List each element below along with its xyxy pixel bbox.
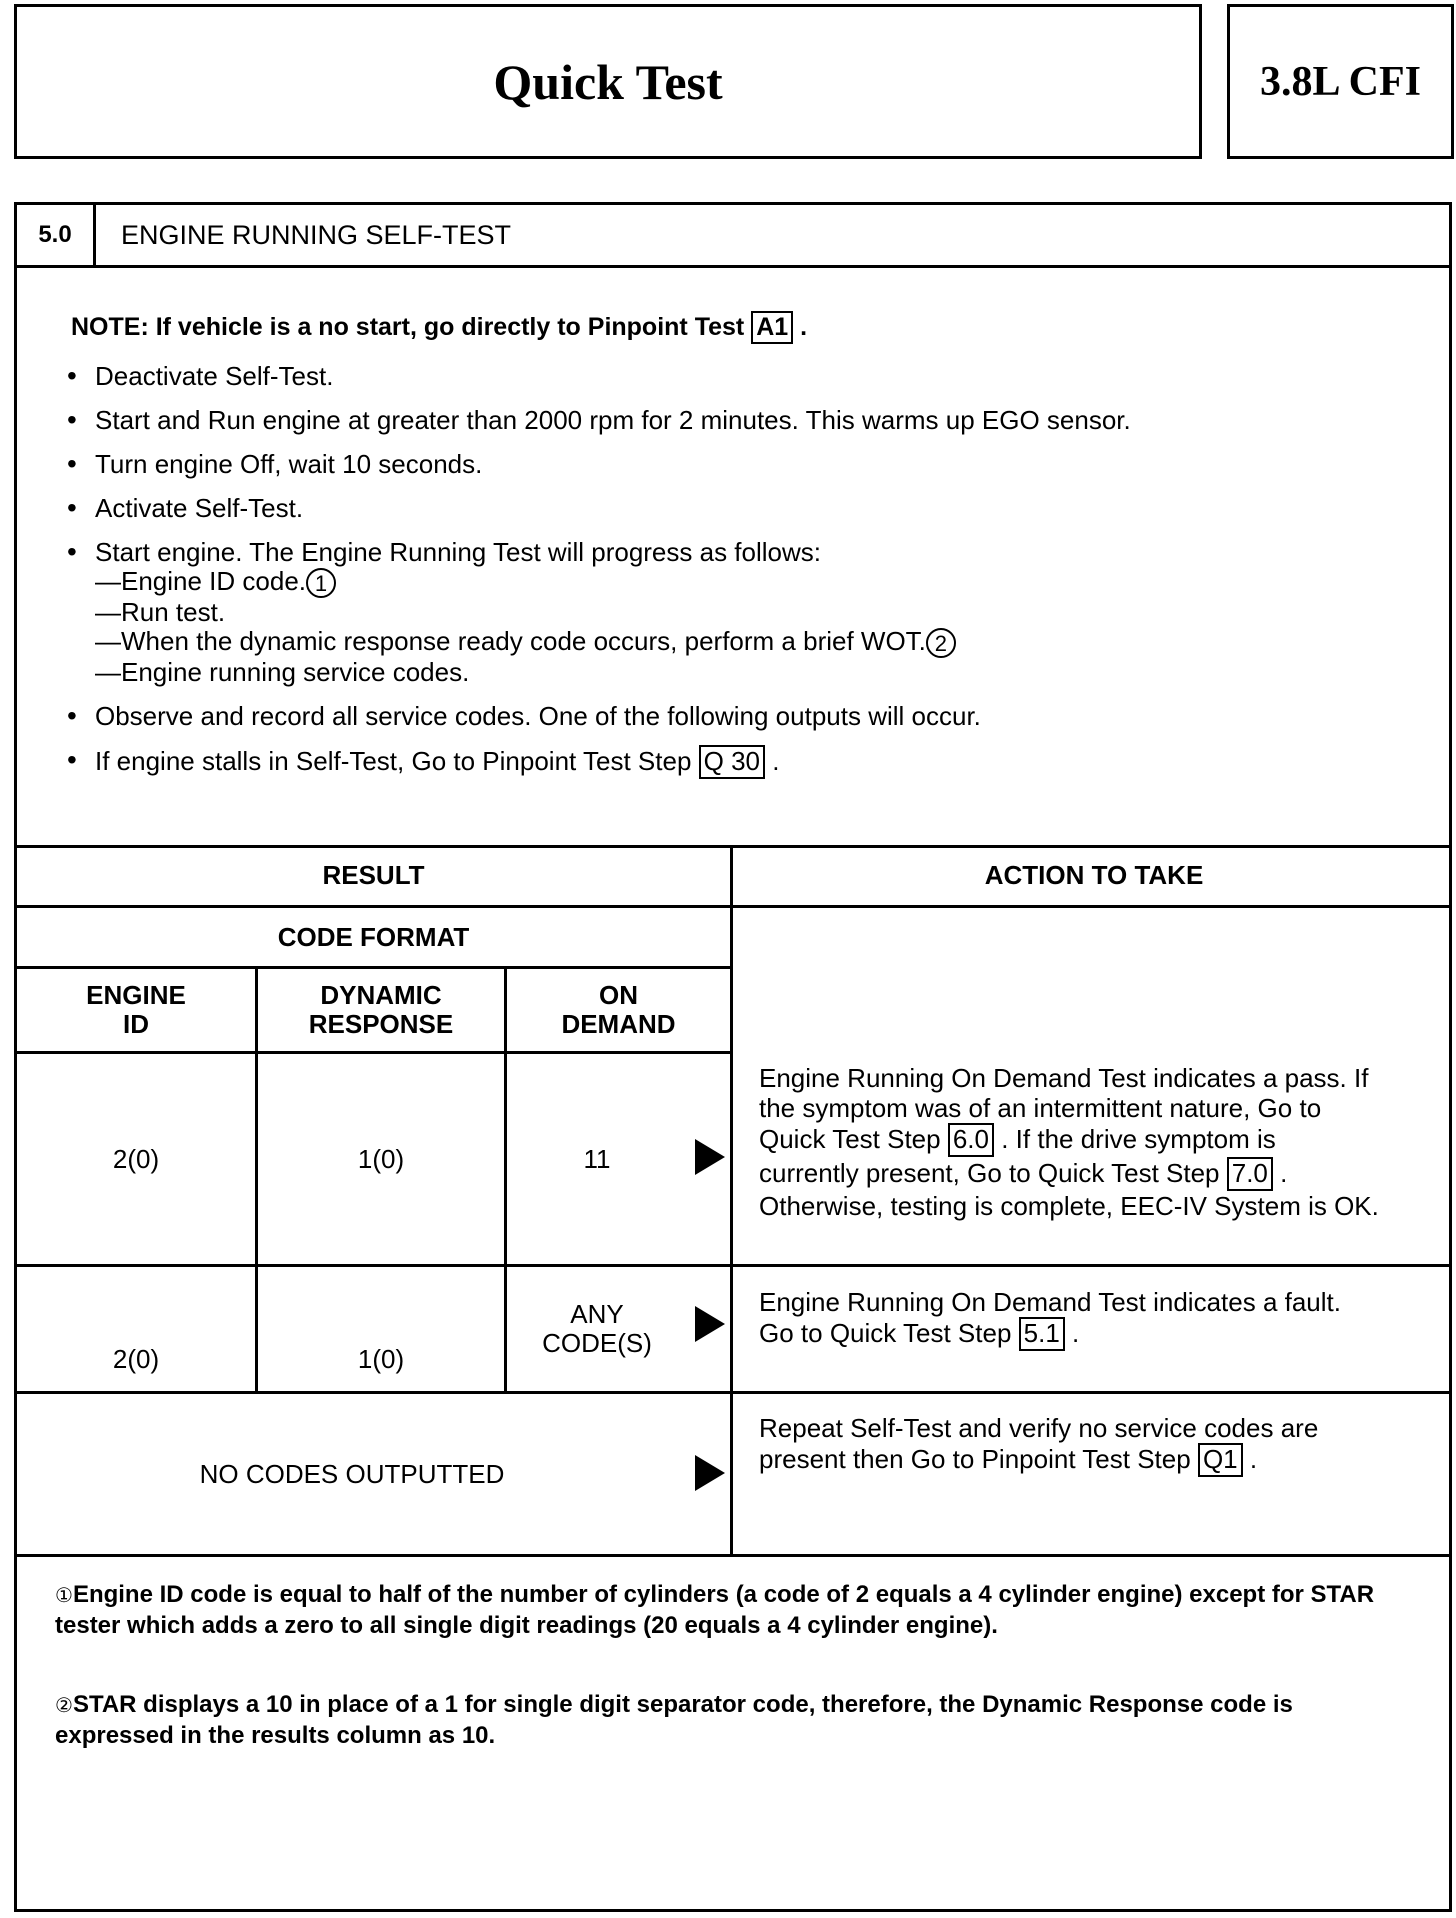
note-text: NOTE: If vehicle is a no start, go directly to Pinpoint Test (71, 313, 745, 341)
divider (17, 1554, 1449, 1557)
list-item-text: Turn engine Off, wait 10 seconds. (95, 449, 483, 479)
list-item-text: Activate Self-Test. (95, 493, 304, 523)
row2-engine-id: 2(0) (112, 1343, 160, 1374)
list-item (65, 405, 1425, 435)
row2-action-text: . (1072, 1318, 1080, 1348)
sub-item-text: —Run test. (95, 597, 226, 628)
circled-mark: 2 (926, 628, 956, 658)
note (71, 311, 807, 344)
row1-dynamic-response: 1(0) (357, 1143, 405, 1174)
sub-item (95, 598, 1425, 627)
list-item (65, 745, 1425, 779)
result-header: RESULT (322, 859, 425, 890)
page-title-box (14, 4, 1202, 159)
code-format-header: CODE FORMAT (277, 921, 470, 952)
list-item (65, 701, 1425, 731)
divider (730, 845, 733, 1554)
engine-id-header-text: ENGINE ID (86, 980, 186, 1039)
note-suffix: . (800, 313, 808, 341)
list-item-text: Observe and record all service codes. One of the following outputs will occur. (95, 701, 981, 732)
on-demand-header-text: ON DEMAND (561, 980, 676, 1039)
engine-model: 3.8L CFI (1259, 58, 1422, 105)
footnote-text: STAR displays a 10 in place of a 1 for single digit separator code, therefore, the Dynamic Response code is expressed in the results column as 10. (55, 1691, 1293, 1749)
step-ref-box: 7.0 (1227, 1157, 1273, 1191)
row2-dynamic-response: 1(0) (357, 1343, 405, 1374)
list-item-suffix: . (772, 746, 780, 777)
footnote-mark: ② (55, 1695, 73, 1717)
row3-action-text: . (1249, 1444, 1258, 1474)
page-title: Quick Test (493, 53, 723, 110)
footnote-1 (55, 1580, 1415, 1641)
list-item-text: If engine stalls in Self-Test, Go to Pinpoint Test Step (95, 746, 692, 777)
sub-item-text: —Engine running service codes. (95, 657, 470, 688)
arrow-right-icon (695, 1306, 725, 1342)
sub-item-text: —Engine ID code. (95, 566, 307, 596)
engine-model-box (1227, 4, 1454, 159)
row1-on-demand: 11 (583, 1143, 611, 1174)
note-ref-box: A1 (751, 311, 793, 344)
step-ref-box: Q1 (1198, 1443, 1243, 1477)
step-ref-box: Q 30 (699, 745, 765, 779)
row1-action (759, 1063, 1379, 1221)
row1-action-text: Engine Running On Demand Test indicates a pass. If the symptom was of an intermittent nature, Go to Quick Test Step (759, 1063, 1369, 1154)
footnote-text: Engine ID code is equal to half of the number of cylinders (a code of 2 equals a 4 cylinder engine) except for STAR tester which adds a zero to all single digit readings (20 equals a 4 cylinder engine). (55, 1581, 1375, 1639)
row2-on-demand-text: ANY CODE(S) (542, 1299, 652, 1358)
footnote-2 (55, 1690, 1415, 1751)
on-demand-header (507, 969, 730, 1051)
list-item (65, 537, 1425, 687)
step-ref-box: 6.0 (948, 1123, 994, 1157)
row1-action-text: . If the drive symptom is currently present, Go to Quick Test Step (759, 1124, 1276, 1188)
sub-item (95, 627, 1425, 658)
engine-id-header (17, 969, 255, 1051)
step-number: 5.0 (38, 221, 72, 248)
instruction-list (65, 361, 1425, 793)
list-item (65, 493, 1425, 523)
circled-mark: 1 (306, 568, 336, 598)
list-item-text: • Start engine. The Engine Running Test will progress as follows: (95, 537, 821, 567)
list-item (65, 449, 1425, 479)
footnote-mark: ① (55, 1585, 73, 1607)
row2-action (759, 1287, 1379, 1351)
sub-item-text: —When the dynamic response ready code occurs, perform a brief WOT. (95, 626, 926, 657)
row3-result: NO CODES OUTPUTTED (199, 1458, 505, 1489)
row3-action (759, 1413, 1379, 1477)
dynamic-response-header (258, 969, 504, 1051)
dynamic-response-header-text: DYNAMIC RESPONSE (308, 980, 454, 1039)
divider (17, 265, 1449, 268)
row2-action-text: Engine Running On Demand Test indicates a fault. Go to Quick Test Step (759, 1287, 1341, 1348)
list-item-text: Start and Run engine at greater than 2000 rpm for 2 minutes. This warms up EGO sensor. (95, 405, 1131, 435)
sub-item (95, 658, 1425, 687)
list-item-text: Deactivate Self-Test. (95, 361, 334, 391)
row1-engine-id: 2(0) (112, 1143, 160, 1174)
row2-on-demand (507, 1267, 687, 1391)
step-ref-box: 5.1 (1019, 1317, 1065, 1351)
row3-action-text: Repeat Self-Test and verify no service codes are present then Go to Pinpoint Test Step (759, 1413, 1319, 1474)
step-title: ENGINE RUNNING SELF-TEST (121, 219, 512, 250)
action-header: ACTION TO TAKE (984, 859, 1204, 890)
row1-action-text: . Otherwise, testing is complete, EEC-IV System is OK. (759, 1157, 1379, 1221)
sub-item (95, 567, 1425, 598)
list-item (65, 361, 1425, 391)
arrow-right-icon (695, 1139, 725, 1175)
test-step-panel (14, 202, 1452, 1912)
divider (93, 205, 96, 265)
arrow-right-icon (695, 1455, 725, 1491)
